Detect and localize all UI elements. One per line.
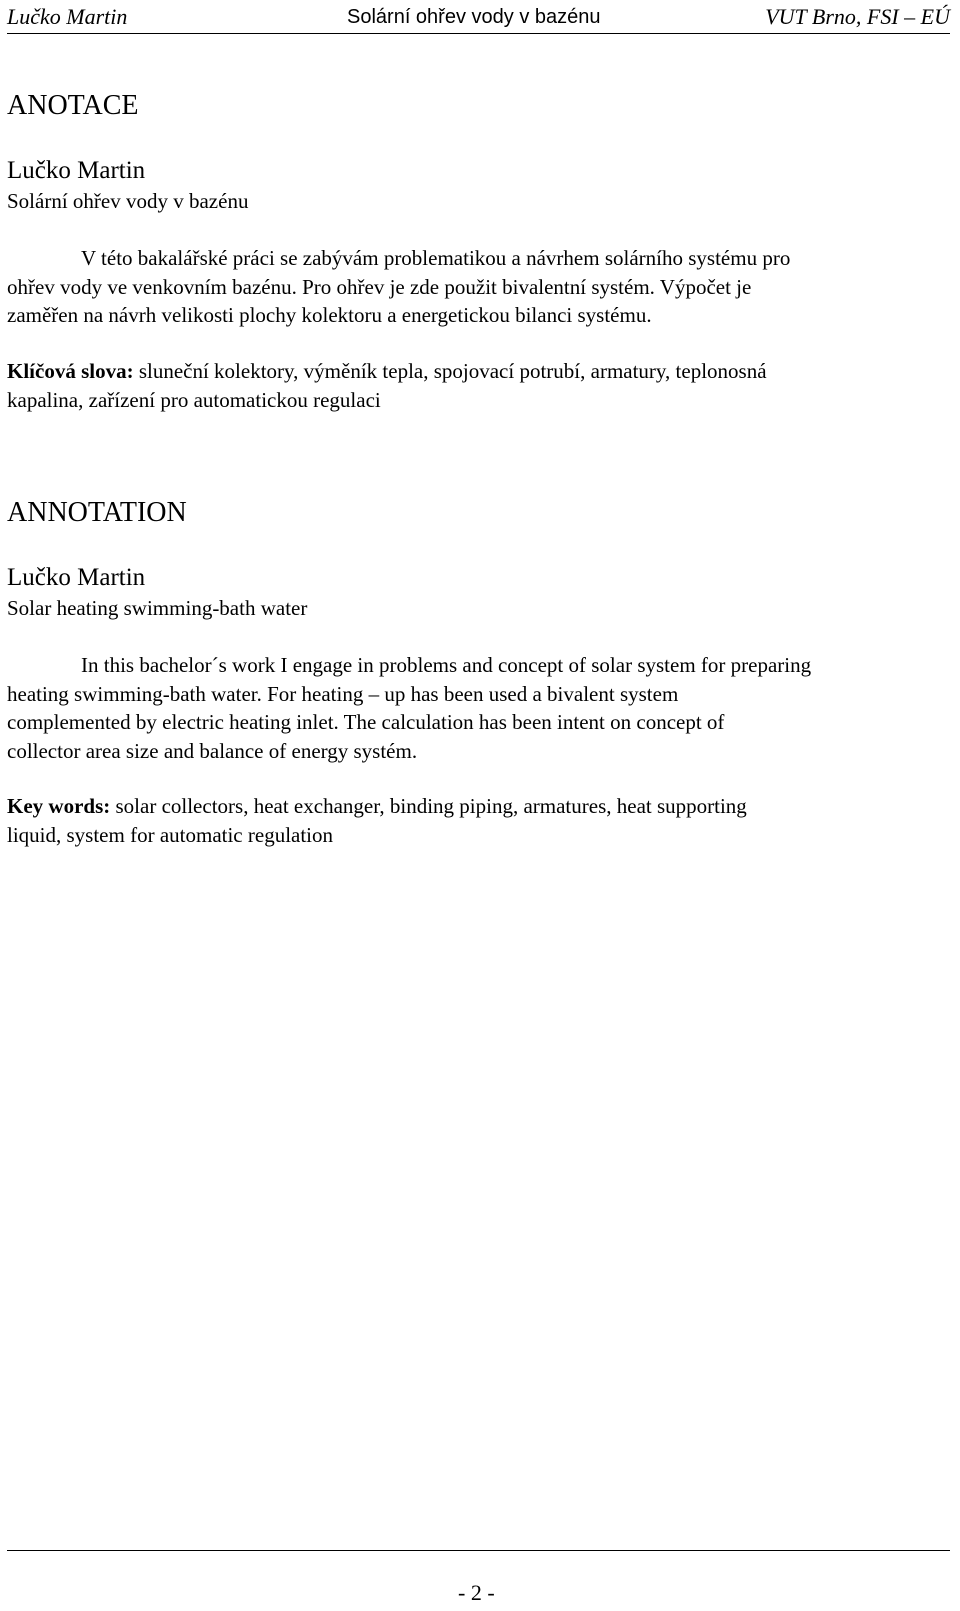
en-keywords-text: solar collectors, heat exchanger, binding piping, armatures, heat supporting — [110, 794, 747, 818]
cz-title: Solární ohřev vody v bazénu — [7, 189, 249, 213]
page-number: - 2 - — [458, 1580, 495, 1605]
header-author: Lučko Martin — [7, 4, 128, 29]
en-title: Solar heating swimming-bath water — [7, 596, 308, 620]
header-institution: VUT Brno, FSI – EÚ — [765, 4, 950, 29]
cz-keywords-text-cont: kapalina, zařízení pro automatickou regulaci — [7, 387, 381, 412]
en-keywords-text-cont: liquid, system for automatic regulation — [7, 822, 334, 847]
page-header — [7, 0, 950, 34]
header-title: Solární ohřev vody v bazénu — [347, 6, 601, 28]
en-keywords-label: Key words: — [7, 794, 111, 818]
cz-keywords — [7, 357, 950, 414]
en-abstract-line: collector area size and balance of energy systém. — [7, 738, 418, 763]
cz-keywords-label: Klíčová slova: — [7, 359, 134, 383]
en-abstract-line: heating swimming-bath water. For heating – up has been used a bivalent system — [7, 681, 679, 706]
cz-keywords-text: sluneční kolektory, výměník tepla, spojovací potrubí, armatury, teplonosná — [133, 359, 767, 383]
footer-rule — [7, 1550, 950, 1551]
cz-abstract-line: zaměřen na návrh velikosti plochy kolektoru a energetickou bilanci systému. — [7, 303, 652, 327]
en-heading: ANNOTATION — [7, 497, 187, 528]
cz-author: Lučko Martin — [7, 157, 146, 184]
en-keywords — [7, 792, 950, 849]
en-abstract — [7, 651, 950, 765]
en-abstract-line: In this bachelor´s work I engage in problems and concept of solar system for preparing — [81, 653, 812, 677]
cz-abstract-line: ohřev vody ve venkovním bazénu. Pro ohřev je zde použit bivalentní systém. Výpočet je — [7, 274, 752, 299]
cz-abstract-line: V této bakalářské práci se zabývám problematikou a návrhem solárního systému pro — [81, 246, 791, 270]
cz-heading: ANOTACE — [7, 90, 139, 121]
en-author: Lučko Martin — [7, 564, 146, 591]
cz-abstract — [7, 244, 950, 330]
en-abstract-line: complemented by electric heating inlet. The calculation has been intent on concept of — [7, 710, 725, 734]
header-rule — [7, 33, 950, 34]
